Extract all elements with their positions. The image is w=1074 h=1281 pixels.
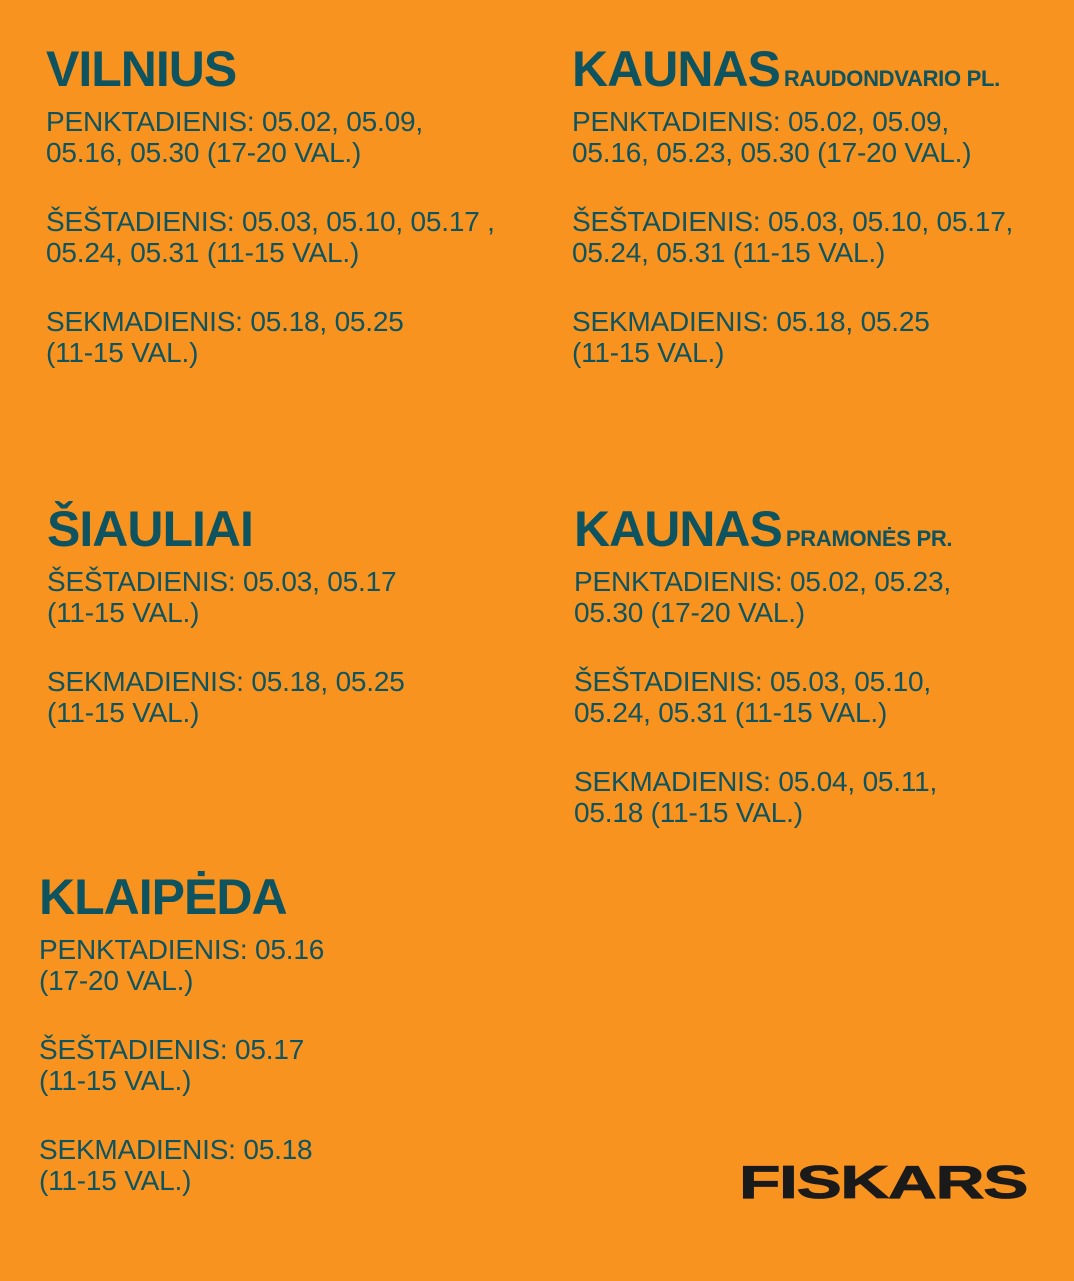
city-name: ŠIAULIAI bbox=[47, 501, 253, 557]
city-heading bbox=[47, 501, 405, 557]
city-heading bbox=[46, 41, 495, 97]
schedule-line: (11-15 VAL.) bbox=[46, 337, 199, 368]
schedule-list bbox=[39, 934, 324, 1196]
schedule-line: SEKMADIENIS: 05.18, 05.25 bbox=[572, 306, 930, 337]
schedule-line: ŠEŠTADIENIS: 05.03, 05.10, 05.17 , bbox=[46, 206, 495, 237]
schedule-line: ŠEŠTADIENIS: 05.03, 05.10, bbox=[574, 666, 931, 697]
schedule-line: SEKMADIENIS: 05.04, 05.11, bbox=[574, 766, 938, 797]
schedule-line: 05.18 (11-15 VAL.) bbox=[574, 797, 803, 828]
city-block-siauliai bbox=[47, 501, 405, 766]
schedule-line: (11-15 VAL.) bbox=[39, 1065, 192, 1096]
schedule-item-friday bbox=[574, 566, 952, 628]
schedule-list bbox=[46, 106, 495, 368]
schedule-line: SEKMADIENIS: 05.18, 05.25 bbox=[46, 306, 404, 337]
city-block-klaipeda bbox=[39, 869, 325, 1234]
schedule-line: 05.24, 05.31 (11-15 VAL.) bbox=[46, 237, 360, 268]
schedule-item-friday bbox=[46, 106, 495, 168]
schedule-line: PENKTADIENIS: 05.16 bbox=[39, 934, 325, 965]
fiskars-logo bbox=[738, 1160, 1028, 1204]
schedule-line: (17-20 VAL.) bbox=[39, 965, 194, 996]
schedule-item-sunday bbox=[574, 766, 952, 828]
schedule-list bbox=[574, 566, 952, 828]
city-block-kaunas-pramones bbox=[574, 501, 953, 866]
schedule-item-sunday bbox=[39, 1134, 324, 1196]
city-block-kaunas-raudondvario bbox=[572, 41, 1014, 406]
schedule-item-sunday bbox=[572, 306, 1013, 368]
schedule-item-saturday bbox=[574, 666, 952, 728]
schedule-item-sunday bbox=[47, 666, 405, 728]
schedule-line: 05.30 (17-20 VAL.) bbox=[574, 597, 805, 628]
city-block-vilnius bbox=[46, 41, 495, 406]
city-name: KAUNAS bbox=[572, 41, 780, 97]
schedule-item-saturday bbox=[47, 566, 405, 628]
schedule-line: 05.16, 05.30 (17-20 VAL.) bbox=[46, 137, 362, 168]
schedule-line: 05.24, 05.31 (11-15 VAL.) bbox=[574, 697, 888, 728]
schedule-item-friday bbox=[572, 106, 1013, 168]
city-name: KAUNAS bbox=[574, 501, 782, 557]
city-name: KLAIPĖDA bbox=[39, 869, 287, 925]
schedule-line: (11-15 VAL.) bbox=[39, 1165, 192, 1196]
city-name: VILNIUS bbox=[46, 41, 237, 97]
schedule-item-saturday bbox=[572, 206, 1013, 268]
schedule-item-saturday bbox=[39, 1034, 324, 1096]
fiskars-logo-text: FISKARS bbox=[739, 1160, 1027, 1204]
city-location-subtitle: PRAMONĖS PR. bbox=[785, 526, 953, 551]
schedule-line: ŠEŠTADIENIS: 05.03, 05.17 bbox=[47, 566, 397, 597]
city-heading bbox=[39, 869, 324, 925]
schedule-item-sunday bbox=[46, 306, 495, 368]
schedule-item-friday bbox=[39, 934, 324, 996]
city-heading bbox=[574, 501, 953, 557]
schedule-line: (11-15 VAL.) bbox=[47, 697, 200, 728]
schedule-item-saturday bbox=[46, 206, 495, 268]
schedule-line: ŠEŠTADIENIS: 05.03, 05.10, 05.17, bbox=[572, 206, 1014, 237]
city-heading bbox=[572, 41, 1013, 97]
city-location-subtitle: RAUDONDVARIO PL. bbox=[783, 66, 1000, 91]
schedule-list bbox=[47, 566, 405, 728]
schedule-line: (11-15 VAL.) bbox=[47, 597, 200, 628]
schedule-line: ŠEŠTADIENIS: 05.17 bbox=[39, 1034, 305, 1065]
schedule-line: PENKTADIENIS: 05.02, 05.23, bbox=[574, 566, 951, 597]
schedule-line: (11-15 VAL.) bbox=[572, 337, 725, 368]
schedule-line: PENKTADIENIS: 05.02, 05.09, bbox=[46, 106, 423, 137]
schedule-line: PENKTADIENIS: 05.02, 05.09, bbox=[572, 106, 949, 137]
schedule-line: SEKMADIENIS: 05.18 bbox=[39, 1134, 313, 1165]
schedule-line: 05.16, 05.23, 05.30 (17-20 VAL.) bbox=[572, 137, 972, 168]
schedule-line: SEKMADIENIS: 05.18, 05.25 bbox=[47, 666, 405, 697]
schedule-line: 05.24, 05.31 (11-15 VAL.) bbox=[572, 237, 886, 268]
schedule-list bbox=[572, 106, 1013, 368]
